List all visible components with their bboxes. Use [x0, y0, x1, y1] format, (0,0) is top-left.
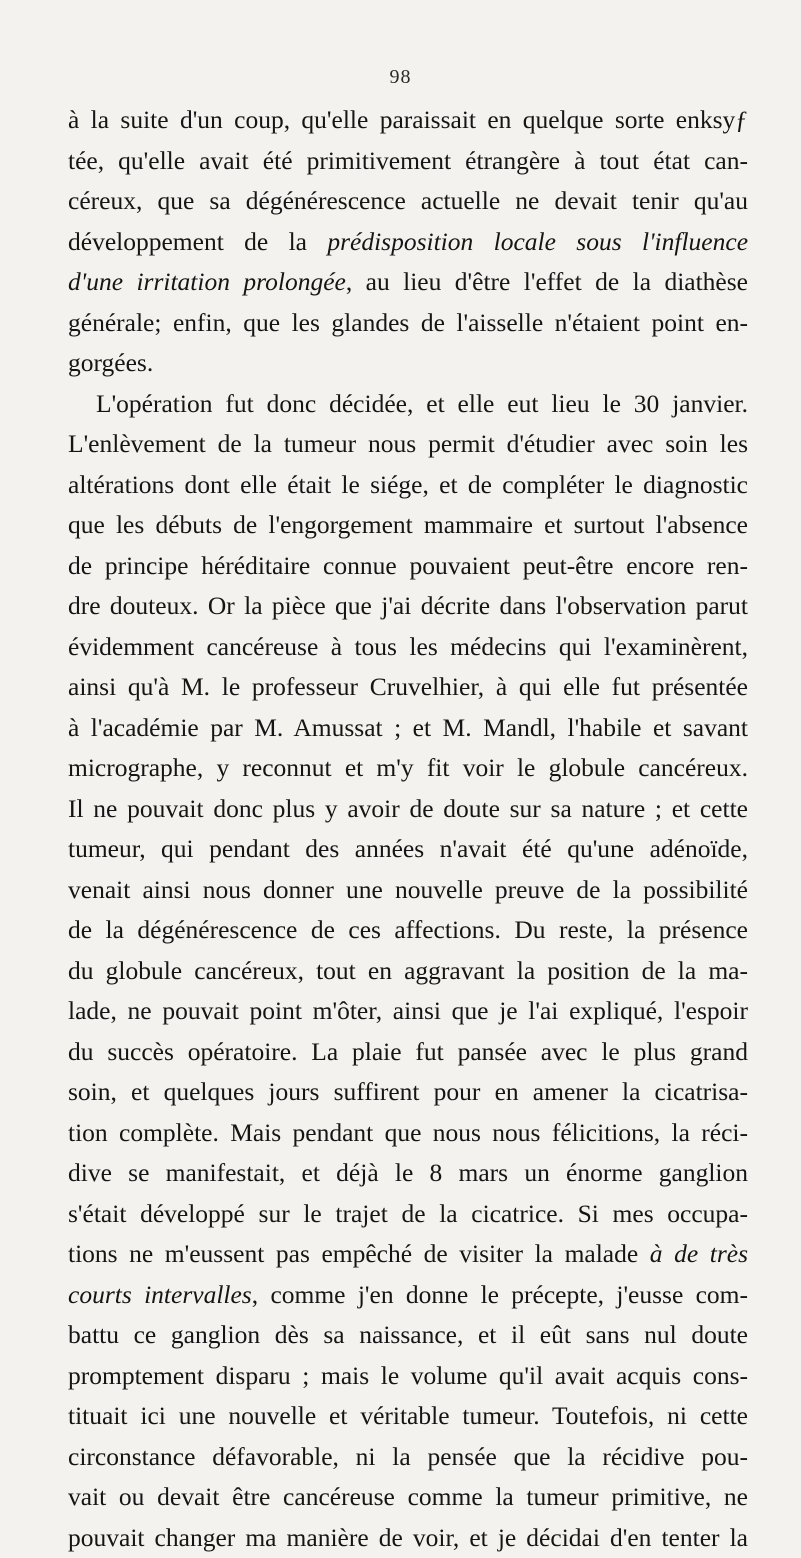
text-run: venait ainsi nous donner une nouvelle preuve de la possibilité: [68, 875, 748, 904]
text-line: [68, 586, 748, 627]
text-run: ainsi qu'à M. le professeur Cruvelhier, à qui elle fut présentée: [68, 672, 748, 701]
text-line: [68, 343, 748, 384]
text-line: [68, 1396, 748, 1437]
text-line: [68, 181, 748, 222]
italic-run: prédisposition locale sous l'influence: [327, 227, 748, 256]
italic-run: à de très: [650, 1239, 748, 1268]
text-run: s'était développé sur le trajet de la cicatrice. Si mes occupa-: [68, 1199, 748, 1228]
text-line: [68, 1437, 748, 1478]
paragraph-start-line: [68, 384, 748, 425]
text-line: [68, 1315, 748, 1356]
text-run: L'enlèvement de la tumeur nous permit d'étudier avec soin les: [68, 429, 748, 458]
text-line: [68, 465, 748, 506]
text-line: [68, 1072, 748, 1113]
text-line: [68, 1234, 748, 1275]
text-run: pouvait changer ma manière de voir, et je décidai d'en tenter la: [68, 1523, 748, 1552]
text-run: circonstance défavorable, ni la pensée que la récidive pou-: [68, 1442, 748, 1471]
text-line: [68, 1113, 748, 1154]
text-run: générale; enfin, que les glandes de l'aisselle n'étaient point en-: [68, 308, 748, 337]
text-line: [68, 991, 748, 1032]
text-run: promptement disparu ; mais le volume qu'il avait acquis cons-: [68, 1361, 748, 1390]
text-line: [68, 829, 748, 870]
italic-run: courts intervalles: [68, 1280, 252, 1309]
text-run: soin, et quelques jours suffirent pour en amener la cicatrisa-: [68, 1077, 748, 1106]
text-run: , au lieu d'être l'effet de la diathèse: [346, 267, 748, 296]
text-run: à l'académie par M. Amussat ; et M. Mandl, l'habile et savant: [68, 713, 748, 742]
text-line: [68, 303, 748, 344]
text-line: [68, 262, 748, 303]
text-run: évidemment cancéreuse à tous les médecins qui l'examinèrent,: [68, 632, 748, 661]
text-run: L'opération fut donc décidée, et elle eut lieu le 30 janvier.: [96, 389, 748, 418]
text-line: [68, 1275, 748, 1316]
italic-run: d'une irritation prolongée: [68, 267, 346, 296]
text-line: [68, 910, 748, 951]
text-run: céreux, que sa dégénérescence actuelle ne devait tenir qu'au: [68, 186, 748, 215]
text-run: du succès opératoire. La plaie fut pansée avec le plus grand: [68, 1037, 748, 1066]
text-line: [68, 708, 748, 749]
text-line: [68, 546, 748, 587]
text-line: [68, 222, 748, 263]
text-run: dive se manifestait, et déjà le 8 mars un énorme ganglion: [68, 1158, 748, 1187]
text-run: gorgées.: [68, 348, 153, 377]
text-run: vait ou devait être cancéreuse comme la tumeur primitive, ne: [68, 1482, 748, 1511]
text-line: [68, 789, 748, 830]
text-run: tée, qu'elle avait été primitivement étrangère à tout état can-: [68, 146, 748, 175]
text-line: [68, 505, 748, 546]
text-line: [68, 141, 748, 182]
text-line: [68, 951, 748, 992]
text-run: tituait ici une nouvelle et véritable tumeur. Toutefois, ni cette: [68, 1401, 748, 1430]
text-line: [68, 1032, 748, 1073]
text-run: lade, ne pouvait point m'ôter, ainsi que je l'ai expliqué, l'espoir: [68, 996, 748, 1025]
text-line: [68, 1194, 748, 1235]
text-run: tumeur, qui pendant des années n'avait été qu'une adénoïde,: [68, 834, 748, 863]
text-run: Il ne pouvait donc plus y avoir de doute sur sa nature ; et cette: [68, 794, 748, 823]
text-line: [68, 1153, 748, 1194]
text-run: que les débuts de l'engorgement mammaire et surtout l'absence: [68, 510, 748, 539]
text-run: micrographe, y reconnut et m'y fit voir le globule cancéreux.: [68, 753, 748, 782]
text-run: de principe héréditaire connue pouvaient peut-être encore ren-: [68, 551, 748, 580]
text-run: dre douteux. Or la pièce que j'ai décrite dans l'observation parut: [68, 591, 748, 620]
text-run: à la suite d'un coup, qu'elle paraissait en quelque sorte enksyƒ: [68, 105, 748, 134]
text-run: du globule cancéreux, tout en aggravant la position de la ma-: [68, 956, 748, 985]
text-line: [68, 870, 748, 911]
text-line: [68, 1477, 748, 1518]
text-run: de la dégénérescence de ces affections. Du reste, la présence: [68, 915, 748, 944]
text-run: , comme j'en donne le précepte, j'eusse com-: [252, 1280, 748, 1309]
text-line: [68, 627, 748, 668]
text-run: altérations dont elle était le siége, et de compléter le diagnostic: [68, 470, 748, 499]
text-line: [68, 667, 748, 708]
text-line: [68, 748, 748, 789]
text-run: battu ce ganglion dès sa naissance, et il eût sans nul doute: [68, 1320, 748, 1349]
text-run: tions ne m'eussent pas empêché de visiter la malade: [68, 1239, 650, 1268]
page-number: 98: [0, 66, 801, 89]
text-run: tion complète. Mais pendant que nous nous félicitions, la réci-: [68, 1118, 748, 1147]
text-line: [68, 1356, 748, 1397]
text-line: [68, 424, 748, 465]
body-text: [68, 100, 748, 1558]
text-line: [68, 100, 748, 141]
text-run: développement de la: [68, 227, 327, 256]
text-line: [68, 1518, 748, 1558]
